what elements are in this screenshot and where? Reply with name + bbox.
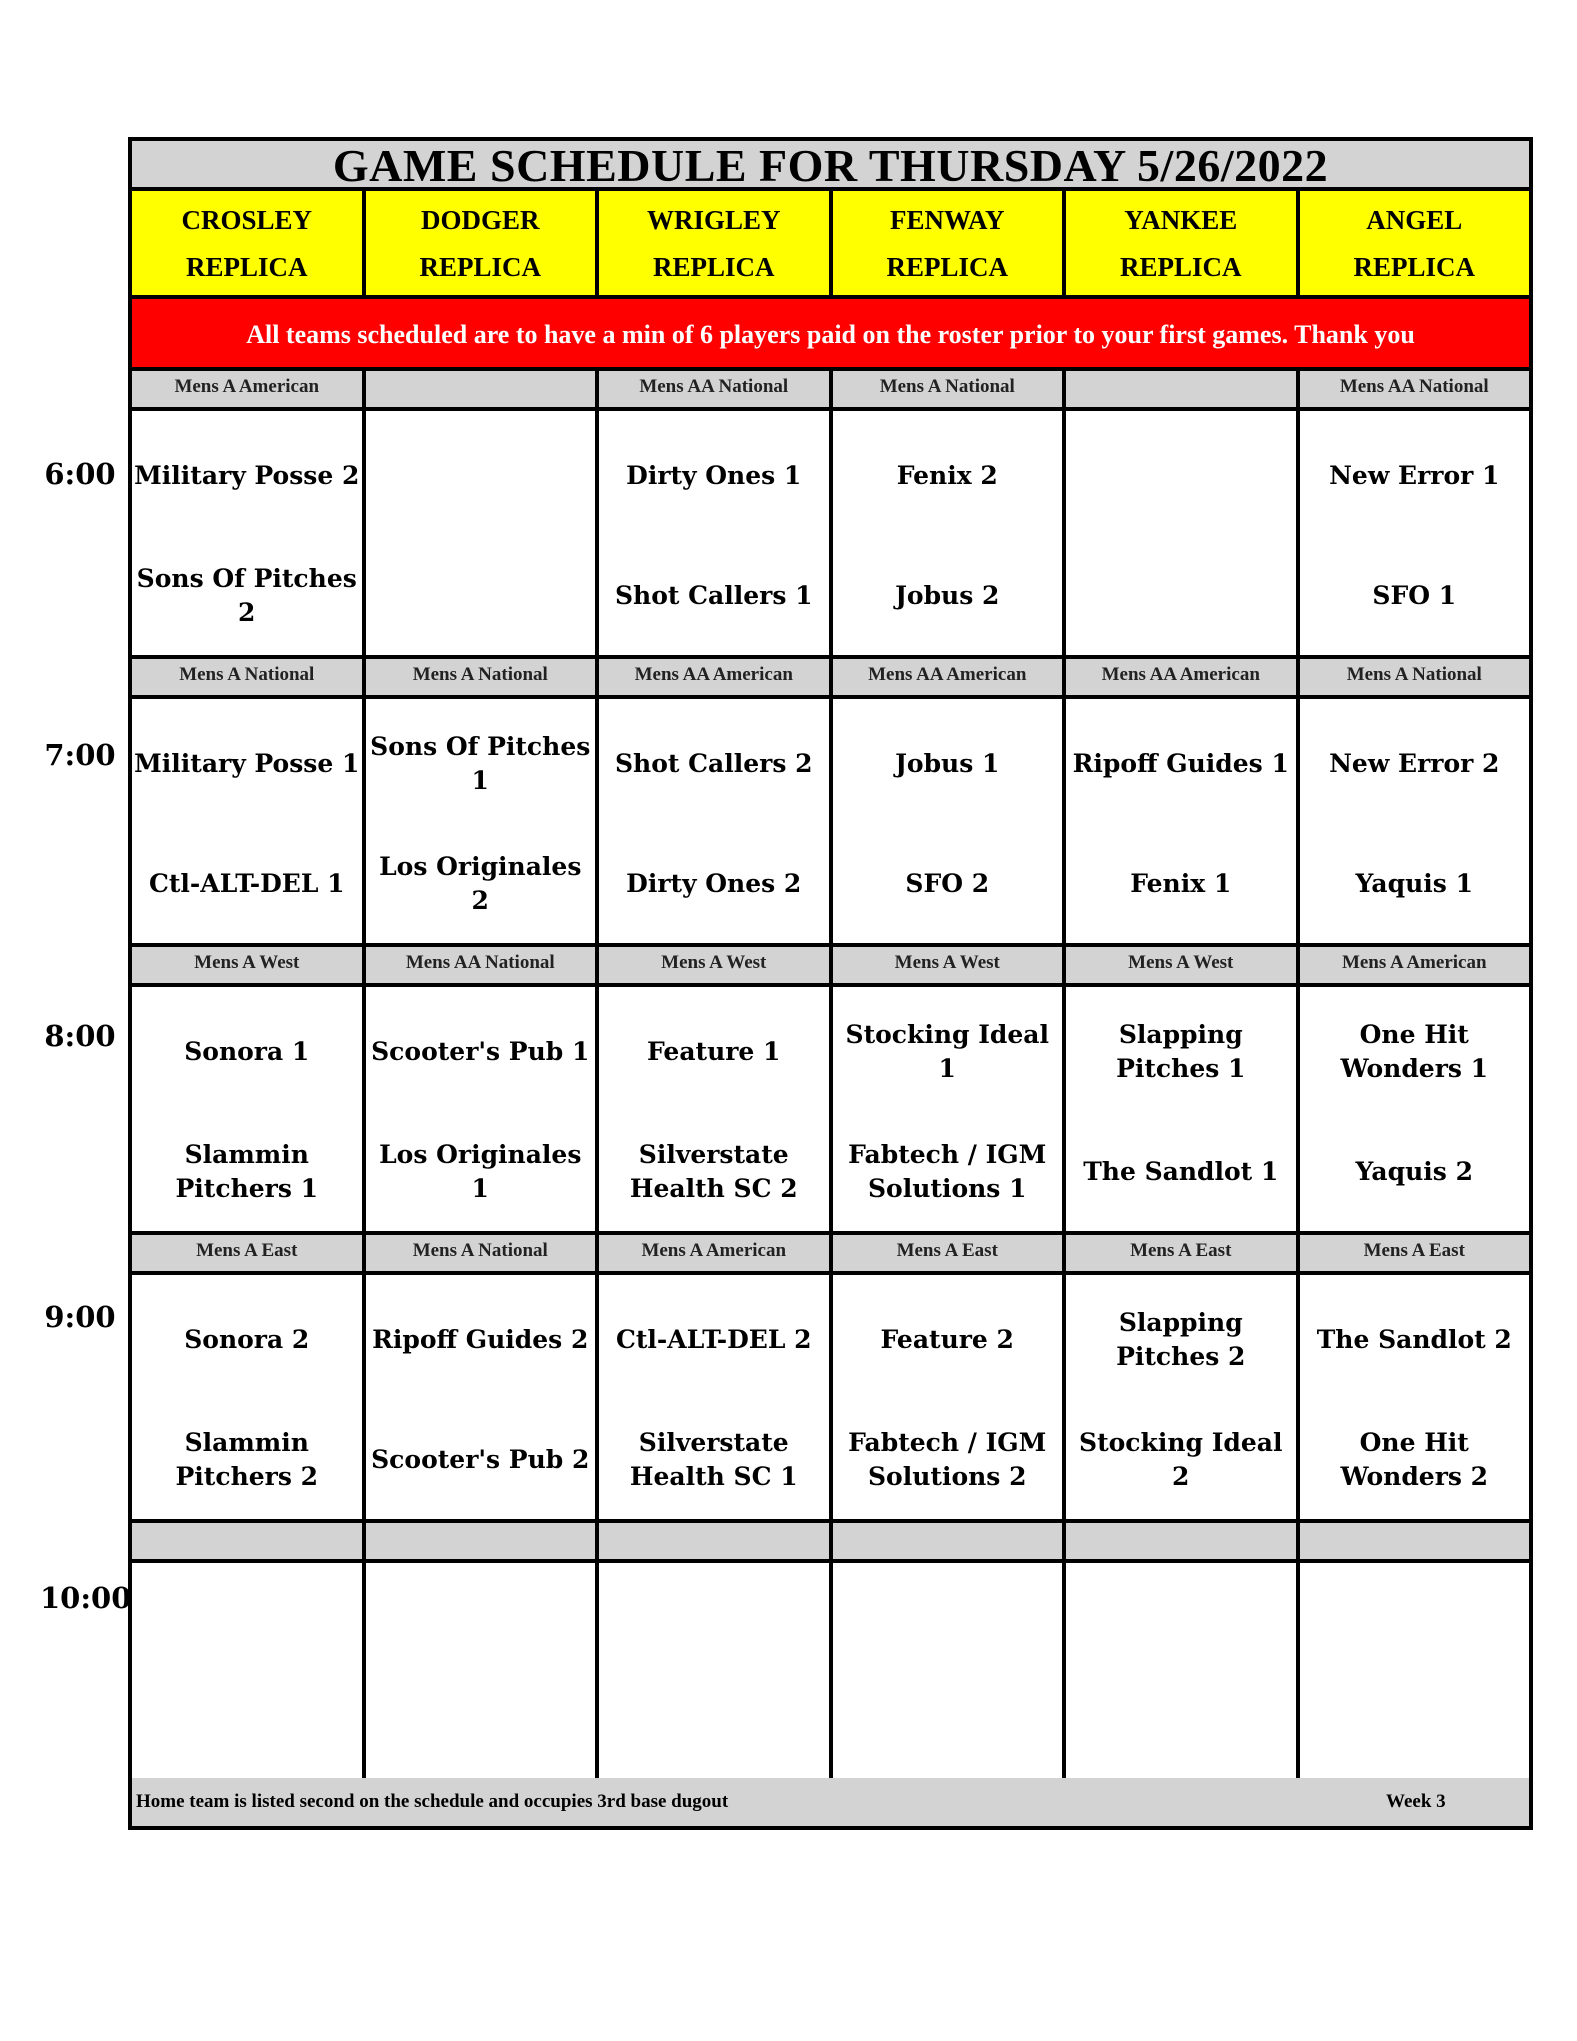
home-team xyxy=(1066,551,1296,641)
home-team: One Hit Wonders 2 xyxy=(1340,1428,1489,1491)
venue-name: FENWAY xyxy=(889,205,1005,235)
home-team: Fabtech / IGM Solutions 2 xyxy=(848,1428,1047,1491)
game-cell xyxy=(132,699,366,943)
venue-dodger xyxy=(366,191,600,295)
division-label: Mens A American xyxy=(132,371,366,407)
game-row xyxy=(132,411,1529,659)
game-cell xyxy=(599,411,833,655)
venue-sub: REPLICA xyxy=(1119,252,1242,282)
division-label: Mens A National xyxy=(132,659,366,695)
venue-header-row xyxy=(132,191,1529,299)
venue-sub: REPLICA xyxy=(419,252,541,282)
division-label: Mens A National xyxy=(1346,664,1482,685)
home-team: Ctl-ALT-DEL 1 xyxy=(148,869,345,898)
visiting-team: Jobus 1 xyxy=(895,749,1000,778)
game-cell xyxy=(599,699,833,943)
venue-yankee xyxy=(1066,191,1300,295)
home-team: SFO 1 xyxy=(1372,581,1457,610)
game-row xyxy=(132,987,1529,1235)
home-team: Yaquis 2 xyxy=(1355,1157,1473,1186)
schedule-title: GAME SCHEDULE FOR THURSDAY 5/26/2022 xyxy=(132,141,1529,191)
division-label xyxy=(1066,1523,1300,1559)
venue-name: DODGER xyxy=(420,205,540,235)
game-cell xyxy=(833,699,1067,943)
home-team: Silverstate Health SC 2 xyxy=(629,1140,798,1203)
venue-sub: REPLICA xyxy=(886,252,1008,282)
home-team: The Sandlot 1 xyxy=(1083,1157,1279,1186)
time-label: 6:00 xyxy=(44,457,116,491)
game-cell xyxy=(1066,1563,1300,1807)
time-label: 10:00 xyxy=(40,1581,132,1615)
venue-sub: REPLICA xyxy=(185,252,308,282)
home-team: SFO 2 xyxy=(905,869,990,898)
game-cell xyxy=(1066,987,1300,1231)
venue-wrigley xyxy=(599,191,833,295)
division-label xyxy=(366,1523,600,1559)
venue-sub: REPLICA xyxy=(1353,252,1475,282)
visiting-team: Dirty Ones 1 xyxy=(626,461,802,490)
division-label: Mens A West xyxy=(833,947,1067,983)
division-label: Mens AA National xyxy=(1339,376,1489,397)
home-team: Los Originales 1 xyxy=(379,1140,582,1203)
home-team: Scooter's Pub 2 xyxy=(371,1445,590,1474)
home-team xyxy=(366,551,596,641)
venue-name: YANKEE xyxy=(1124,205,1238,235)
game-cell xyxy=(599,987,833,1231)
visiting-team: One Hit Wonders 1 xyxy=(1340,1020,1489,1083)
venue-fenway xyxy=(833,191,1067,295)
game-cell xyxy=(1300,987,1530,1231)
game-cell xyxy=(833,987,1067,1231)
game-cell xyxy=(599,1275,833,1519)
division-label: Mens A West xyxy=(599,947,833,983)
venue-angel xyxy=(1300,191,1530,295)
visiting-team: Stocking Ideal 1 xyxy=(845,1020,1049,1083)
home-team: Silverstate Health SC 1 xyxy=(629,1428,798,1491)
division-label: Mens A East xyxy=(833,1235,1067,1271)
visiting-team xyxy=(1066,1583,1296,1673)
home-team: Yaquis 1 xyxy=(1355,869,1473,898)
division-label xyxy=(599,1523,833,1559)
home-team: Slammin Pitchers 1 xyxy=(175,1140,318,1203)
division-label: Mens A West xyxy=(1066,947,1300,983)
home-team-note: Home team is listed second on the schedule and occupies 3rd base dugout xyxy=(136,1791,729,1812)
time-label: 7:00 xyxy=(44,738,116,772)
division-label xyxy=(366,371,600,407)
schedule-sheet xyxy=(128,137,1533,1830)
home-team: Fabtech / IGM Solutions 1 xyxy=(848,1140,1047,1203)
division-label xyxy=(833,1523,1067,1559)
visiting-team xyxy=(833,1583,1063,1673)
visiting-team: The Sandlot 2 xyxy=(1316,1325,1512,1354)
venue-sub: REPLICA xyxy=(652,252,775,282)
division-row xyxy=(132,659,1529,699)
venue-crosley xyxy=(132,191,366,295)
venue-name: CROSLEY xyxy=(181,205,313,235)
division-row xyxy=(132,1523,1529,1563)
visiting-team: Sons Of Pitches 1 xyxy=(370,732,591,795)
visiting-team: Slapping Pitches 1 xyxy=(1116,1020,1246,1083)
visiting-team: Ripoff Guides 1 xyxy=(1072,749,1289,778)
division-row xyxy=(132,947,1529,987)
game-cell xyxy=(599,1563,833,1807)
home-team: Dirty Ones 2 xyxy=(626,869,802,898)
division-label: Mens A American xyxy=(1341,952,1487,973)
game-cell xyxy=(833,1563,1067,1807)
visiting-team: New Error 2 xyxy=(1329,749,1500,778)
division-label xyxy=(1300,1523,1530,1559)
time-slots xyxy=(132,371,1529,1811)
visiting-team xyxy=(366,431,596,521)
division-label: Mens AA American xyxy=(1066,659,1300,695)
home-team: Los Originales 2 xyxy=(379,852,582,915)
division-label: Mens AA National xyxy=(366,947,600,983)
visiting-team: Shot Callers 2 xyxy=(615,749,813,778)
division-label: Mens AA National xyxy=(599,371,833,407)
game-cell xyxy=(366,699,600,943)
week-label: Week 3 xyxy=(1386,1791,1446,1812)
game-cell xyxy=(1066,1275,1300,1519)
division-label: Mens A East xyxy=(1066,1235,1300,1271)
visiting-team: Feature 2 xyxy=(880,1325,1014,1354)
venue-name: ANGEL xyxy=(1366,205,1463,235)
division-row xyxy=(132,371,1529,411)
schedule-footer xyxy=(132,1778,1529,1826)
visiting-team xyxy=(132,1583,362,1673)
division-label: Mens A East xyxy=(1363,1240,1465,1261)
home-team: Fenix 1 xyxy=(1130,869,1232,898)
visiting-team: Sonora 2 xyxy=(184,1325,310,1354)
game-cell xyxy=(132,987,366,1231)
game-cell xyxy=(366,411,600,655)
roster-notice: All teams scheduled are to have a min of 6 players paid on the roster prior to your first games. Thank you xyxy=(132,299,1529,371)
visiting-team: Fenix 2 xyxy=(896,461,998,490)
visiting-team: New Error 1 xyxy=(1329,461,1500,490)
game-cell xyxy=(366,1563,600,1807)
venue-name: WRIGLEY xyxy=(646,205,781,235)
division-label: Mens A National xyxy=(366,659,600,695)
game-cell xyxy=(366,987,600,1231)
home-team: Jobus 2 xyxy=(895,581,1000,610)
game-cell xyxy=(833,1275,1067,1519)
division-label: Mens A National xyxy=(833,371,1067,407)
game-cell xyxy=(1300,1275,1530,1519)
visiting-team: Scooter's Pub 1 xyxy=(371,1037,590,1066)
visiting-team: Ripoff Guides 2 xyxy=(372,1325,589,1354)
division-label: Mens A West xyxy=(132,947,366,983)
division-label: Mens AA American xyxy=(599,659,833,695)
division-label xyxy=(132,1523,366,1559)
visiting-team xyxy=(366,1583,596,1673)
visiting-team xyxy=(599,1583,829,1673)
visiting-team: Sonora 1 xyxy=(184,1037,310,1066)
home-team: Slammin Pitchers 2 xyxy=(175,1428,318,1491)
game-cell xyxy=(1300,1563,1530,1807)
visiting-team: Feature 1 xyxy=(647,1037,781,1066)
visiting-team: Military Posse 1 xyxy=(134,749,360,778)
visiting-team xyxy=(1300,1583,1530,1673)
visiting-team: Slapping Pitches 2 xyxy=(1116,1308,1246,1371)
game-cell xyxy=(1066,411,1300,655)
time-label: 8:00 xyxy=(44,1019,116,1053)
game-cell xyxy=(833,411,1067,655)
game-row xyxy=(132,1563,1529,1811)
game-cell xyxy=(366,1275,600,1519)
time-label: 9:00 xyxy=(44,1300,116,1334)
game-row xyxy=(132,1275,1529,1523)
visiting-team: Military Posse 2 xyxy=(134,461,360,490)
division-label: Mens A National xyxy=(366,1235,600,1271)
game-cell xyxy=(1300,699,1530,943)
game-cell xyxy=(132,1275,366,1519)
home-team: Stocking Ideal 2 xyxy=(1079,1428,1283,1491)
game-cell xyxy=(1300,411,1530,655)
division-label xyxy=(1066,371,1300,407)
home-team: Shot Callers 1 xyxy=(615,581,813,610)
game-row xyxy=(132,699,1529,947)
division-label: Mens AA American xyxy=(833,659,1067,695)
division-label: Mens A East xyxy=(132,1235,366,1271)
game-cell xyxy=(132,1563,366,1807)
visiting-team xyxy=(1066,431,1296,521)
game-cell xyxy=(1066,699,1300,943)
visiting-team: Ctl-ALT-DEL 2 xyxy=(615,1325,812,1354)
game-cell xyxy=(132,411,366,655)
division-row xyxy=(132,1235,1529,1275)
home-team: Sons Of Pitches 2 xyxy=(136,564,357,627)
division-label: Mens A American xyxy=(599,1235,833,1271)
